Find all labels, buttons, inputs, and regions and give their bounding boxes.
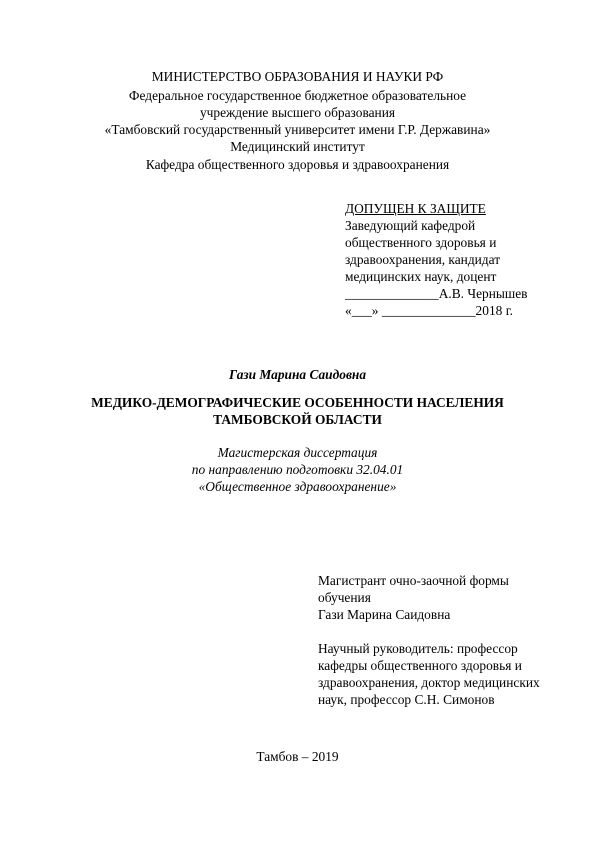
supervisor-line: Научный руководитель: профессор [318, 641, 518, 656]
approval-date-line: «___» ______________2018 г. [345, 303, 514, 318]
thesis-title-line: МЕДИКО-ДЕМОГРАФИЧЕСКИЕ ОСОБЕННОСТИ НАСЕЛЕНИЯ [91, 395, 504, 410]
supervisor-line: кафедры общественного здоровья и [318, 658, 522, 673]
supervisor-line: наук, профессор С.Н. Симонов [318, 692, 495, 707]
approval-line: медицинских наук, доцент [345, 269, 497, 284]
student-name: Гази Марина Саидовна [318, 607, 451, 622]
thesis-type: Магистерская диссертация [217, 445, 378, 460]
approval-signature-line: ______________А.В. Чернышев [345, 286, 528, 301]
header-line-ministry: МИНИСТЕРСТВО ОБРАЗОВАНИЯ И НАУКИ РФ [151, 69, 444, 84]
supervisor-line: здравоохранения, доктор медицинских [318, 675, 540, 690]
header-line-institute: Медицинский институт [230, 139, 365, 154]
thesis-title-line: ТАМБОВСКОЙ ОБЛАСТИ [213, 412, 382, 427]
thesis-program: «Общественное здравоохранение» [198, 479, 397, 494]
student-line: Магистрант очно-заочной формы [318, 573, 509, 588]
approval-line: Заведующий кафедрой [345, 218, 476, 233]
header-line-department: Кафедра общественного здоровья и здравоохранения [145, 157, 450, 172]
approval-line: здравоохранения, кандидат [345, 252, 501, 267]
header-line-education-level: учреждение высшего образования [199, 105, 396, 120]
header-line-institution-type: Федеральное государственное бюджетное образовательное [128, 88, 467, 103]
city-year: Тамбов – 2019 [256, 749, 339, 764]
author-name: Гази Марина Саидовна [228, 367, 367, 382]
thesis-direction: по направлению подготовки 32.04.01 [191, 462, 404, 477]
student-line: обучения [318, 590, 371, 605]
approval-title: ДОПУЩЕН К ЗАЩИТЕ [345, 201, 486, 216]
header-line-university: «Тамбовский государственный университет имени Г.Р. Державина» [104, 122, 491, 137]
approval-line: общественного здоровья и [345, 235, 497, 250]
